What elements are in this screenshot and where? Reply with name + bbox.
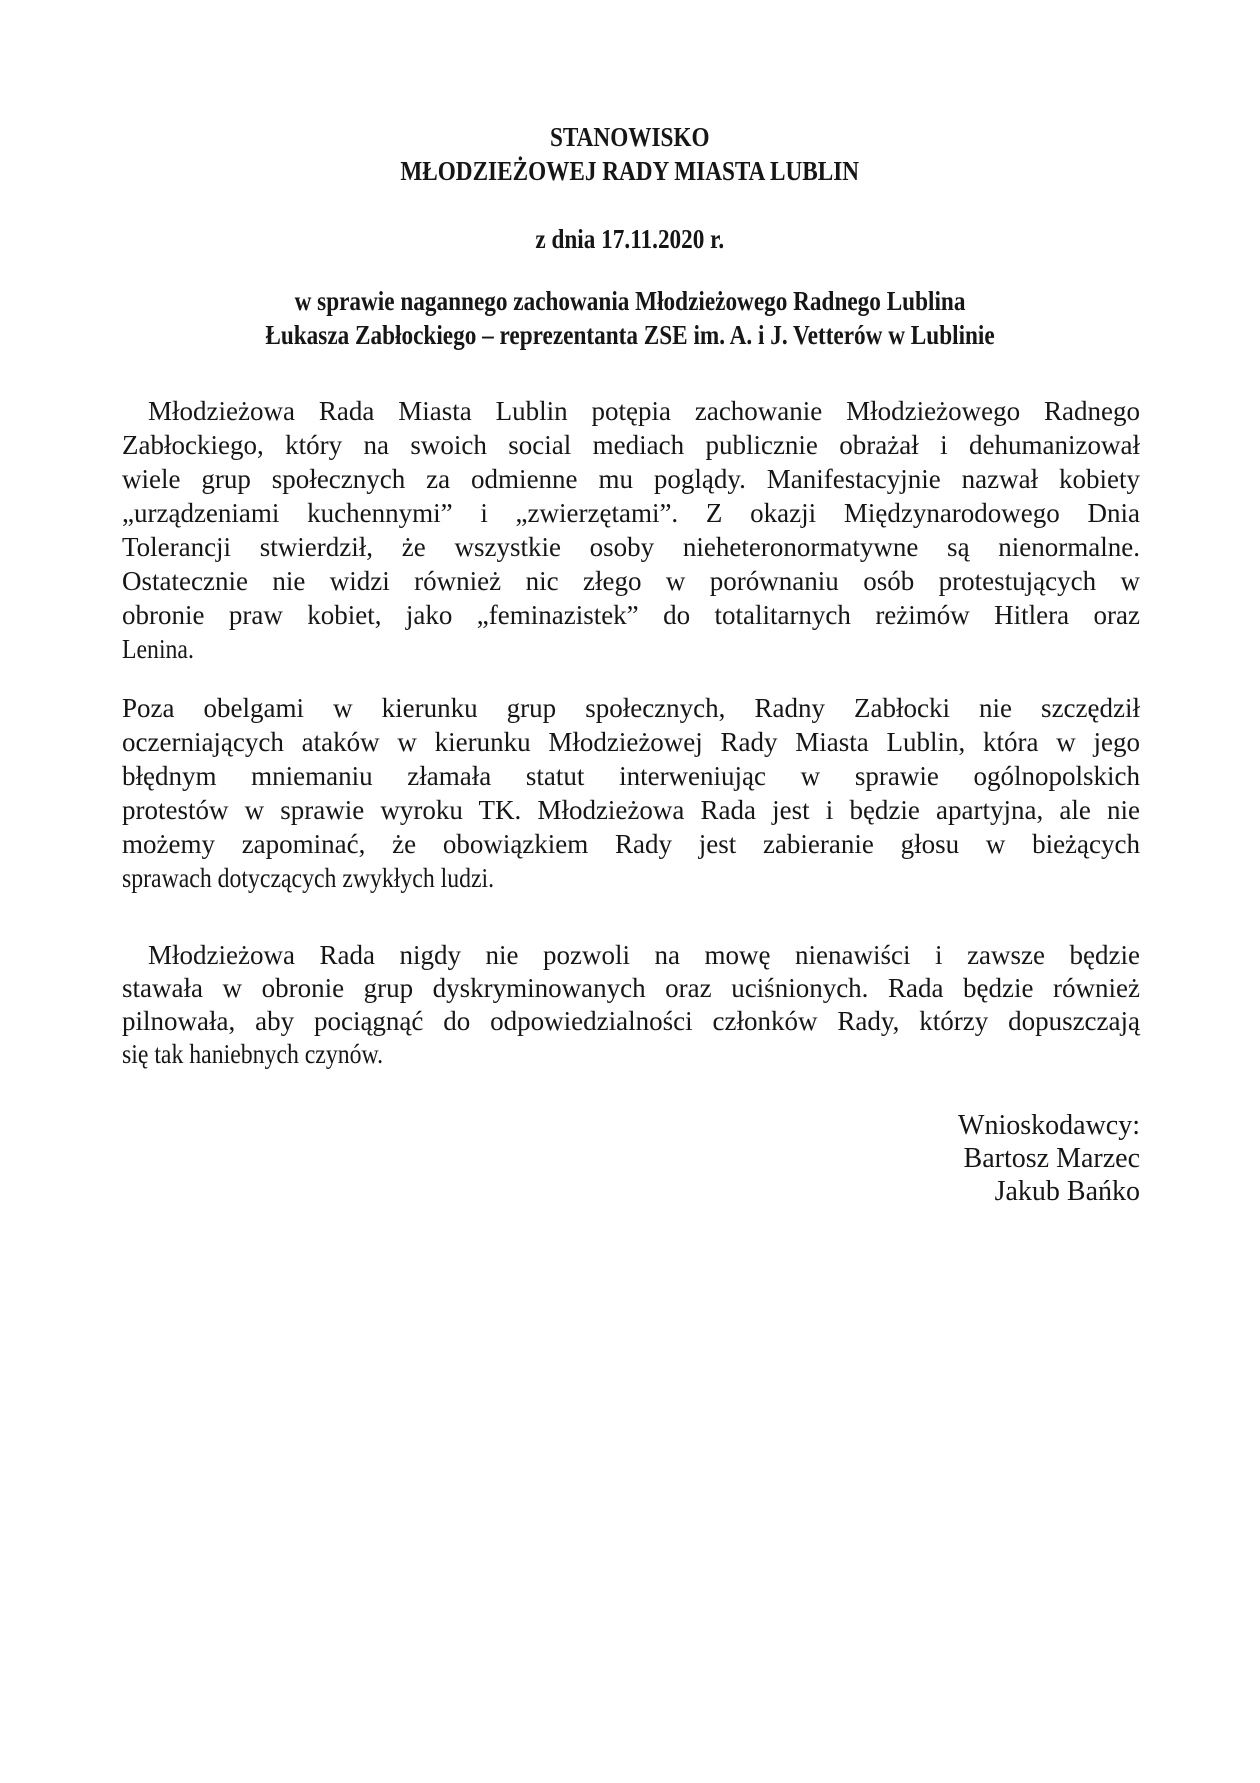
paragraph-line bbox=[122, 759, 1140, 793]
signature-label: Wnioskodawcy: bbox=[958, 1110, 1140, 1141]
paragraph-line-text: „urządzeniami kuchennymi” i „zwierzętami”. Z okazji Międzynarodowego Dnia bbox=[122, 498, 1140, 528]
paragraph-line-text: obronie praw kobiet, jako „feminazistek” do totalitarnych reżimów Hitlera oraz bbox=[122, 600, 1140, 630]
paragraph-line-text: protestów w sprawie wyroku TK. Młodzieżowa Rada jest i będzie apartyjna, ale nie bbox=[122, 795, 1140, 825]
paragraph-line-text: sprawach dotyczących zwykłych ludzi. bbox=[122, 863, 495, 893]
paragraph-line bbox=[122, 827, 1140, 861]
paragraph-line bbox=[122, 530, 1140, 564]
paragraph-line bbox=[122, 793, 1140, 827]
paragraph-line bbox=[122, 691, 1140, 725]
paragraph-line bbox=[122, 1037, 1140, 1071]
document-subject bbox=[0, 284, 1260, 318]
paragraph-line bbox=[148, 394, 1140, 428]
document-title bbox=[0, 120, 1260, 154]
paragraph-line bbox=[122, 1004, 1140, 1038]
paragraph-line bbox=[122, 496, 1140, 530]
date-text: z dnia 17.11.2020 r. bbox=[535, 224, 725, 254]
paragraph-line-text: Poza obelgami w kierunku grup społecznych, Radny Zabłocki nie szczędził bbox=[122, 693, 1140, 723]
paragraph-line-text: stawała w obronie grup dyskryminowanych oraz uciśnionych. Rada będzie również bbox=[122, 973, 1140, 1003]
paragraph-line-text: możemy zapominać, że obowiązkiem Rady jest zabieranie głosu w bieżących bbox=[122, 829, 1140, 859]
paragraph-line bbox=[122, 564, 1140, 598]
document-date bbox=[0, 222, 1260, 256]
paragraph-line-text: pilnowała, aby pociągnąć do odpowiedzialności członków Rady, którzy dopuszczają bbox=[122, 1006, 1140, 1036]
paragraph-line-text: Ostatecznie nie widzi również nic złego w porównaniu osób protestujących w bbox=[122, 566, 1140, 596]
title-line-1: STANOWISKO bbox=[550, 122, 710, 152]
paragraph-line-text: wiele grup społecznych za odmienne mu poglądy. Manifestacyjnie nazwał kobiety bbox=[122, 464, 1140, 494]
paragraph-line bbox=[148, 938, 1140, 972]
paragraph-line bbox=[122, 462, 1140, 496]
paragraph-line-text: Tolerancji stwierdził, że wszystkie osoby nieheteronormatywne są nienormalne. bbox=[122, 532, 1140, 562]
paragraph-line-text: Młodzieżowa Rada Miasta Lublin potępia zachowanie Młodzieżowego Radnego bbox=[148, 396, 1140, 426]
subject-line-1: w sprawie nagannego zachowania Młodzieżowego Radnego Lublina bbox=[294, 286, 966, 316]
signatory-name: Jakub Bańko bbox=[994, 1176, 1140, 1207]
title-line-2: MŁODZIEŻOWEJ RADY MIASTA LUBLIN bbox=[400, 156, 860, 186]
paragraph-line-text: się tak haniebnych czynów. bbox=[122, 1039, 384, 1069]
paragraph-line bbox=[122, 861, 1140, 895]
paragraph-line-text: Zabłockiego, który na swoich social mediach publicznie obrażał i dehumanizował bbox=[122, 430, 1140, 460]
paragraph-line-text: Młodzieżowa Rada nigdy nie pozwoli na mowę nienawiści i zawsze będzie bbox=[148, 940, 1140, 970]
paragraph-line-text: oczerniających ataków w kierunku Młodzieżowej Rady Miasta Lublin, która w jego bbox=[122, 727, 1140, 757]
document-subject-continued bbox=[0, 318, 1260, 352]
paragraph-line bbox=[122, 428, 1140, 462]
paragraph-line bbox=[122, 598, 1140, 632]
paragraph-line-text: błędnym mniemaniu złamała statut interweniując w sprawie ogólnopolskich bbox=[122, 761, 1140, 791]
document-title-organization bbox=[0, 154, 1260, 188]
subject-line-2: Łukasza Zabłockiego – reprezentanta ZSE im. A. i J. Vetterów w Lublinie bbox=[265, 320, 995, 350]
paragraph-line-text: Lenina. bbox=[122, 634, 194, 664]
paragraph-line bbox=[122, 725, 1140, 759]
paragraph-line bbox=[122, 632, 1140, 666]
paragraph-line bbox=[122, 971, 1140, 1005]
signatory-name: Bartosz Marzec bbox=[963, 1143, 1140, 1174]
